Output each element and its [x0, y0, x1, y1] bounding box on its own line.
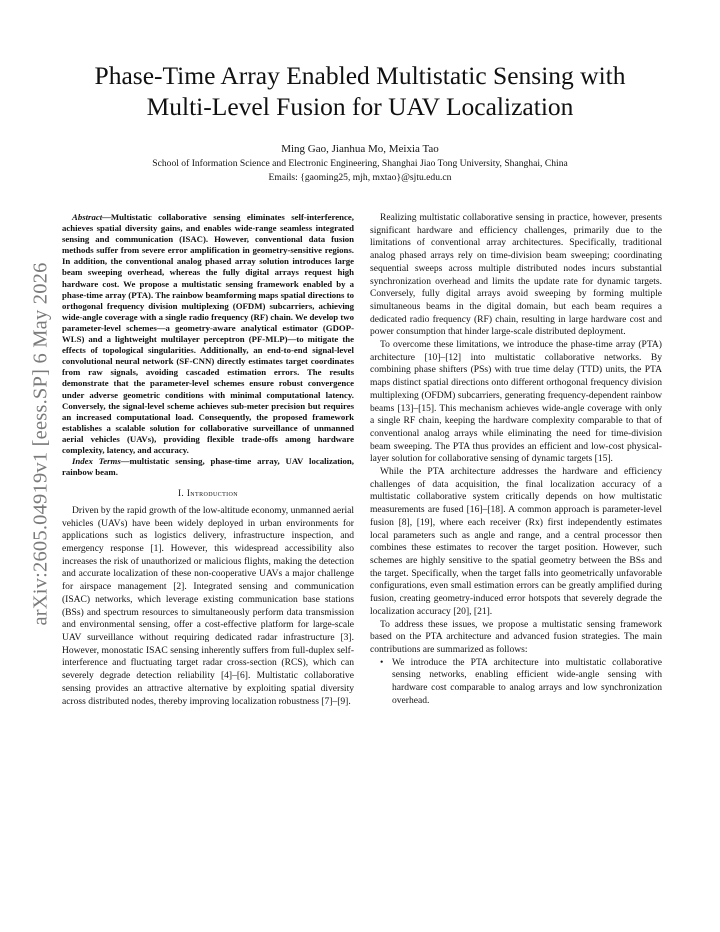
section-number: I. — [177, 488, 185, 499]
intro-paragraph-5: To address these issues, we propose a multistatic sensing framework based on the PTA architecture and advanced fusion strategies. The main contributions are summarized as follows: — [370, 618, 662, 655]
affiliation: School of Information Science and Electronic Engineering, Shanghai Jiao Tong University, Shanghai, China — [152, 158, 568, 169]
intro-paragraph-1: Driven by the rapid growth of the low-altitude economy, unmanned aerial vehicles (UAVs) have been widely deployed in urban environments for applications such as logistics delivery, infrastructure inspection, and emergency response [1]. However, this widespread accessibility also increases the risk of unauthorized or malicious flights, making the detection and accurate localization of these non-cooperative UAVs a major challenge for airspace management [2]. Integrated sensing and communication (ISAC) networks, which leverage existing communication base stations (BSs) and spectrum resources to simultaneously perform data transmission and environmental sensing, offer a cost-effective platform for large-scale UAV surveillance without requiring dedicated radar infrastructure [3]. However, monostatic ISAC sensing inherently suffers from full-duplex self-interference and fluctuating target radar cross-section (RCS), which can severely degrade detection reliability [4]–[6]. Multistatic collaborative sensing provides an attractive alternative by exploiting spatial diversity across distributed nodes, thereby improving localization robustness [7]–[9]. — [62, 504, 354, 707]
author-list: Ming Gao, Jianhua Mo, Meixia Tao — [281, 143, 439, 155]
section-heading-introduction — [62, 487, 354, 500]
section-title: Introduction — [186, 488, 239, 499]
abstract-label: Abstract — [72, 212, 103, 222]
contribution-text: We introduce the PTA architecture into multistatic collaborative sensing networks, enabling efficient wide-angle sensing with hardware cost comparable to analog arrays and low synchronization overhead. — [392, 656, 662, 706]
intro-paragraph-2: Realizing multistatic collaborative sensing in practice, however, presents significant hardware and efficiency challenges, primarily due to the limitations of conventional array architectures. Specifically, traditional analog phased arrays rely on time-division beam sweeping; coordinating sequential sweeps across multiple distributed nodes incurs substantial synchronization overhead and limits the update rate for dynamic targets. Conversely, fully digital arrays avoid sweeping by forming multiple simultaneous beams in the digital domain, but each beam requires a dedicated radio frequency (RF) chain, resulting in large hardware cost and power consumption that hinder large-scale distributed deployment. — [370, 212, 662, 338]
abstract-text: —Multistatic collaborative sensing eliminates self-interference, achieves spatial diversity gains, and enables wide-range seamless integrated sensing and communication (ISAC). However, conventional data fusion methods suffer from severe error amplification in geometry-sensitive regions. In addition, the conventional analog phased array solution introduces large beam sweeping overhead, whereas the fully digital arrays request high hardware cost. We propose a multistatic sensing framework enabled by a phase-time array (PTA). The rainbow beamforming maps spatial directions to orthogonal frequency division multiplexing (OFDM) subcarriers, achieving wide-angle coverage with a single radio frequency (RF) chain. We develop two parameter-level schemes—a geometry-aware analytical estimator (GDOP-WLS) and a lightweight multilayer perceptron (PF-MLP)—to mitigate the effects of topological singularities. Additionally, an end-to-end signal-level convolutional neural network (SF-CNN) directly estimates target coordinates from raw signals, avoiding cascaded estimation errors. The results demonstrate that the parameter-level schemes ensure robust convergence under adverse geometric conditions with minimal computational latency. Conversely, the signal-level scheme achieves sub-meter precision but requires an increased computational load. Consequently, the proposed framework establishes a scalable solution for collaborative surveillance of unmanned aerial vehicles (UAVs), providing flexible trade-offs among hardware complexity, latency, and accuracy. — [62, 212, 354, 455]
index-terms — [62, 456, 354, 478]
arxiv-identifier-stamp[interactable] — [28, 246, 54, 642]
contribution-list — [370, 657, 662, 708]
index-terms-label: Index Terms — [72, 456, 121, 467]
bullet-icon: • — [380, 656, 384, 668]
intro-paragraph-3: To overcome these limitations, we introduce the phase-time array (PTA) architecture [10]–[12] into multistatic collaborative networks. By combining phase shifters (PSs) with true time delay (TTD) units, the PTA maps distinct spatial directions onto different orthogonal frequency division multiplexing (OFDM) subcarriers, generating frequency-dependent rainbow beams [13]–[15]. This mechanism achieves wide-angle coverage with only a single RF chain, keeping the hardware complexity comparable to that of conventional analog arrays while eliminating the need for time-division beam sweeping. The PTA thus provides an efficient and low-cost physical-layer solution for collaborative sensing of dynamic targets [15]. — [370, 339, 662, 465]
author-emails[interactable]: Emails: {gaoming25, mjh, mxtao}@sjtu.edu.cn — [268, 172, 452, 183]
right-column — [370, 212, 662, 707]
paper-title — [40, 60, 680, 122]
intro-paragraph-4: While the PTA architecture addresses the hardware and efficiency challenges of data acquisition, the final localization accuracy of a multistatic collaborative system critically depends on how multistatic measurements are fused [16]–[18]. A common approach is parameter-level fusion [8], [19], where each receiver (Rx) first independently estimates local parameters such as angle and range, and a central processor then combines these estimates to recover the target position. However, such schemes are highly sensitive to the spatial geometry between the BSs and the target. Specifically, when the target falls into geometrically unfavorable configurations, even small estimation errors can be greatly amplified during fusion, creating geometry-induced error hotspots that severely degrade the localization accuracy [20], [21]. — [370, 466, 662, 617]
arxiv-id-text: arXiv:2605.04919v1 [eess.SP] 6 May 2026 — [29, 262, 52, 626]
title-line-2: Multi-Level Fusion for UAV Localization — [146, 92, 574, 121]
index-terms-text: —multistatic sensing, phase-time array, UAV localization, rainbow beam. — [62, 456, 354, 478]
list-item — [380, 656, 662, 708]
title-line-1: Phase-Time Array Enabled Multistatic Sensing with — [94, 61, 626, 90]
left-column — [62, 212, 354, 708]
abstract — [62, 212, 354, 456]
